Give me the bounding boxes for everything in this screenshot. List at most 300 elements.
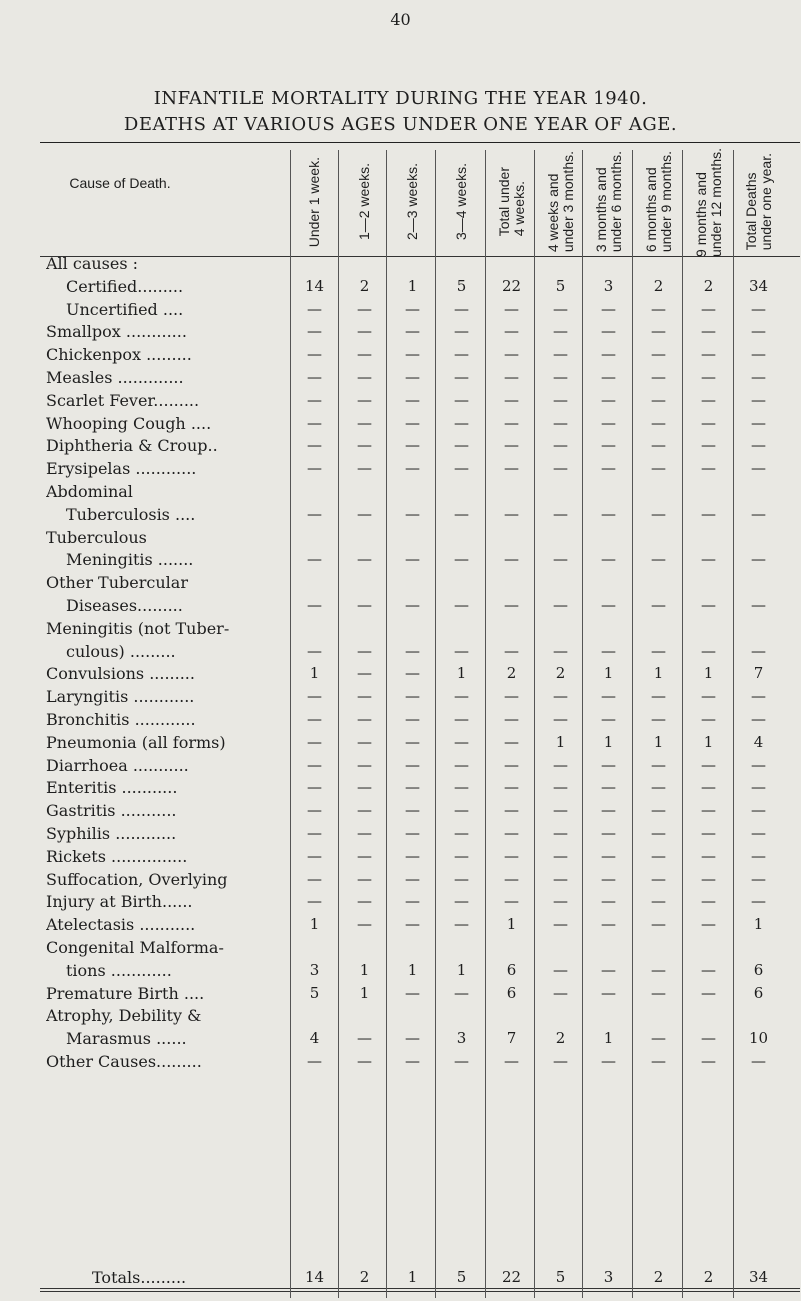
cause-label: Atrophy, Debility & [46, 1006, 202, 1026]
table-cell: — [307, 710, 322, 728]
table-cell: — [701, 869, 716, 888]
cause-label: Pneumonia (all forms) [46, 732, 226, 752]
cause-label: Other Causes......... [46, 1052, 202, 1071]
column-header [292, 150, 337, 254]
table-cell: 1 [359, 960, 370, 979]
table-cell: — [307, 322, 322, 341]
cause-label: Erysipelas ............ [46, 459, 197, 479]
table-cell: — [553, 368, 568, 386]
table-cell: — [405, 801, 420, 820]
page-number: 40 [390, 10, 411, 29]
table-cell: 7 [753, 664, 764, 683]
table-cell: — [701, 390, 716, 409]
table-cell: — [751, 710, 766, 728]
table-cell: 1 [653, 664, 664, 683]
table-cell: — [504, 846, 519, 865]
table-cell: — [751, 322, 766, 341]
table-cell: — [651, 550, 666, 569]
table-cell: — [504, 390, 519, 409]
totals-cell: 5 [456, 1268, 467, 1286]
table-cell: — [751, 846, 766, 865]
table-cell: 1 [603, 664, 614, 683]
table-cell: — [651, 413, 666, 432]
table-cell: — [553, 915, 568, 934]
table-cell: 1 [506, 915, 517, 934]
table-cell: 2 [506, 664, 517, 683]
table-cell: — [504, 892, 519, 911]
totals-cell: 5 [555, 1268, 566, 1286]
cause-label: Syphilis ............ [46, 824, 177, 843]
cause-label: Measles ............. [46, 368, 184, 387]
table-cell: — [601, 413, 616, 432]
table-cell: — [307, 892, 322, 911]
table-cell: — [405, 596, 420, 614]
table-cell: — [307, 504, 322, 523]
table-cell: — [751, 550, 766, 569]
cause-label: Marasmus ...... [66, 1029, 187, 1049]
cause-label: culous) ......... [66, 641, 176, 661]
table-cell: — [701, 1052, 716, 1070]
table-cell: — [454, 915, 469, 934]
table-cell: — [601, 687, 616, 706]
table-cell: — [405, 459, 420, 478]
table-cell: — [357, 596, 372, 614]
cause-label: Smallpox ............ [46, 322, 187, 342]
table-cell: — [553, 983, 568, 1002]
table-cell: — [454, 892, 469, 911]
table-cell: — [405, 983, 420, 1002]
table-cell: — [701, 960, 716, 979]
table-cell: — [651, 504, 666, 523]
table-cell: — [601, 915, 616, 934]
table-cell: — [751, 368, 766, 386]
totals-cell: 2 [653, 1268, 664, 1286]
table-cell: 10 [748, 1029, 769, 1048]
top-rule [40, 142, 800, 143]
table-cell: 5 [555, 276, 566, 295]
column-header [636, 150, 681, 254]
cause-label: Diseases......... [66, 596, 183, 615]
table-cell: — [701, 824, 716, 842]
table-cell: — [651, 641, 666, 660]
cause-label: tions ............ [66, 960, 172, 980]
table-cell: — [357, 322, 372, 341]
table-cell: — [553, 801, 568, 820]
cause-label: Tuberculous [46, 527, 147, 547]
table-cell: 1 [309, 664, 320, 683]
cause-label: Tuberculosis .... [66, 504, 196, 524]
table-cell: — [454, 436, 469, 455]
table-cell: — [601, 368, 616, 386]
table-cell: — [405, 732, 420, 751]
table-cell: — [651, 983, 666, 1002]
table-cell: 1 [407, 960, 418, 979]
table-cell: — [454, 390, 469, 409]
table-cell: 5 [456, 276, 467, 295]
table-cell: 2 [703, 276, 714, 295]
table-cell: — [751, 459, 766, 478]
column-header-text: Total under 4 weeks. [495, 167, 527, 237]
table-cell: — [751, 824, 766, 842]
table-cell: — [504, 801, 519, 820]
table-cell: — [454, 755, 469, 774]
table-cell: 1 [603, 1029, 614, 1048]
table-cell: — [405, 504, 420, 523]
table-cell: — [553, 413, 568, 432]
table-cell: — [357, 778, 372, 797]
table-cell: — [405, 778, 420, 797]
column-header [342, 150, 387, 254]
table-cell: 1 [456, 960, 467, 979]
table-cell: — [651, 1029, 666, 1048]
cause-label: Rickets ............... [46, 846, 188, 866]
table-cell: — [504, 641, 519, 660]
table-cell: — [307, 732, 322, 751]
table-cell: — [405, 1052, 420, 1070]
table-cell: — [405, 641, 420, 660]
table-cell: — [307, 345, 322, 364]
table-cell: — [504, 824, 519, 842]
table-cell: — [701, 436, 716, 455]
table-cell: — [651, 801, 666, 820]
table-cell: — [454, 345, 469, 364]
table-cell: — [651, 345, 666, 364]
table-cell: — [553, 299, 568, 318]
table-cell: — [701, 550, 716, 569]
table-cell: — [357, 892, 372, 911]
column-header-text: 2—3 weeks. [404, 163, 420, 241]
table-cell: — [601, 869, 616, 888]
cause-label: Scarlet Fever......... [46, 390, 200, 410]
table-cell: — [701, 345, 716, 364]
totals-cell: 2 [703, 1268, 714, 1286]
table-cell: 1 [555, 732, 566, 751]
table-cell: — [405, 299, 420, 318]
table-cell: 1 [653, 732, 664, 751]
table-cell: — [751, 390, 766, 409]
table-cell: — [701, 1029, 716, 1048]
table-cell: — [454, 732, 469, 751]
table-cell: — [553, 459, 568, 478]
table-cell: — [701, 641, 716, 660]
cause-label: Whooping Cough .... [46, 413, 212, 433]
cause-label: Premature Birth .... [46, 983, 205, 1003]
table-cell: — [454, 869, 469, 888]
table-cell: — [454, 983, 469, 1002]
cause-label: Diphtheria & Croup.. [46, 436, 218, 456]
table-cell: — [357, 801, 372, 820]
table-cell: — [307, 869, 322, 888]
table-cell: — [405, 710, 420, 728]
table-cell: — [504, 459, 519, 478]
table-cell: — [307, 459, 322, 478]
table-cell: — [357, 732, 372, 751]
cause-label: Atelectasis ........... [46, 915, 196, 935]
table-cell: — [651, 1052, 666, 1070]
table-cell: 2 [359, 276, 370, 295]
table-cell: — [553, 436, 568, 455]
table-cell: — [553, 824, 568, 842]
table-cell: — [357, 846, 372, 865]
table-cell: 3 [309, 960, 320, 979]
table-cell: — [651, 869, 666, 888]
table-cell: 4 [753, 732, 764, 751]
table-cell: — [405, 755, 420, 774]
table-cell: — [751, 755, 766, 774]
table-cell: — [701, 687, 716, 706]
table-cell: — [357, 755, 372, 774]
table-cell: 6 [506, 960, 517, 979]
table-cell: — [504, 687, 519, 706]
column-header [538, 150, 583, 254]
cause-label: Meningitis ....... [66, 550, 194, 570]
table-cell: — [405, 390, 420, 409]
table-cell: — [553, 687, 568, 706]
column-header-text: 6 months and under 9 months. [642, 151, 674, 253]
table-cell: — [504, 299, 519, 318]
table-cell: — [701, 459, 716, 478]
table-cell: 1 [753, 915, 764, 934]
table-cell: — [601, 892, 616, 911]
table-cell: 22 [501, 276, 522, 295]
column-header-text: 1—2 weeks. [356, 163, 372, 241]
table-cell: — [651, 390, 666, 409]
table-cell: — [601, 459, 616, 478]
table-cell: — [504, 1052, 519, 1070]
table-cell: — [357, 459, 372, 478]
table-cell: — [454, 299, 469, 318]
table-cell: — [504, 550, 519, 569]
table-cell: — [701, 801, 716, 820]
table-cell: — [504, 368, 519, 386]
table-cell: — [601, 846, 616, 865]
table-cell: 2 [555, 664, 566, 683]
table-cell: 1 [359, 983, 370, 1002]
table-cell: — [651, 778, 666, 797]
table-cell: — [504, 413, 519, 432]
table-cell: 6 [753, 960, 764, 979]
table-cell: — [307, 596, 322, 614]
cause-label: Convulsions ......... [46, 664, 195, 684]
table-cell: 1 [703, 664, 714, 683]
table-cell: — [701, 413, 716, 432]
table-cell: — [357, 710, 372, 728]
table-cell: — [504, 345, 519, 364]
table-cell: — [504, 596, 519, 614]
table-cell: — [553, 322, 568, 341]
table-cell: — [357, 664, 372, 683]
table-cell: — [357, 390, 372, 409]
table-cell: — [504, 778, 519, 797]
table-cell: — [601, 824, 616, 842]
table-cell: — [601, 710, 616, 728]
table-cell: — [307, 1052, 322, 1070]
table-cell: — [454, 550, 469, 569]
table-cell: — [553, 550, 568, 569]
table-cell: — [454, 596, 469, 614]
table-cell: — [651, 824, 666, 842]
table-cell: — [307, 413, 322, 432]
table-cell: 1 [456, 664, 467, 683]
table-cell: — [701, 983, 716, 1002]
table-cell: — [307, 390, 322, 409]
table-cell: — [307, 550, 322, 569]
table-cell: — [701, 368, 716, 386]
table-cell: — [405, 687, 420, 706]
table-cell: — [357, 504, 372, 523]
column-header-text: 3—4 weeks. [453, 163, 469, 241]
column-header [686, 147, 731, 257]
table-cell: — [751, 504, 766, 523]
table-cell: — [601, 641, 616, 660]
totals-cell: 1 [407, 1268, 418, 1286]
cause-of-death-header: Cause of Death. [69, 175, 171, 191]
table-cell: — [651, 915, 666, 934]
column-header-text: Total Deaths under one year. [742, 153, 774, 251]
table-cell: — [454, 801, 469, 820]
cause-label: Other Tubercular [46, 573, 188, 593]
column-header [736, 150, 781, 254]
cause-label: Gastritis ........... [46, 801, 177, 821]
table-cell: — [357, 368, 372, 386]
table-cell: — [651, 299, 666, 318]
table-cell: — [601, 345, 616, 364]
table-cell: — [504, 710, 519, 728]
table-cell: — [751, 413, 766, 432]
table-cell: — [454, 846, 469, 865]
table-cell: — [701, 504, 716, 523]
table-cell: — [405, 550, 420, 569]
table-cell: — [307, 368, 322, 386]
table-cell: — [601, 1052, 616, 1070]
table-cell: — [405, 1029, 420, 1048]
table-cell: — [357, 641, 372, 660]
table-cell: — [751, 345, 766, 364]
cause-label: Abdominal [46, 482, 133, 501]
title-line-1: INFANTILE MORTALITY DURING THE YEAR 1940. [153, 88, 648, 109]
table-cell: — [454, 459, 469, 478]
table-cell: — [454, 368, 469, 386]
table-cell: — [307, 824, 322, 842]
table-cell: — [504, 322, 519, 341]
table-cell: — [751, 1052, 766, 1070]
table-cell: — [405, 322, 420, 341]
totals-cell: 14 [304, 1268, 325, 1286]
totals-label: Totals......... [92, 1268, 187, 1287]
table-cell: — [357, 550, 372, 569]
table-cell: — [504, 755, 519, 774]
cause-label: Uncertified .... [66, 299, 184, 319]
table-cell: — [405, 892, 420, 911]
table-cell: — [357, 1029, 372, 1048]
table-cell: — [553, 778, 568, 797]
column-header-text: 4 weeks and under 3 months. [544, 151, 576, 253]
table-cell: — [405, 664, 420, 683]
table-cell: — [651, 755, 666, 774]
cause-label: Diarrhoea ........... [46, 755, 189, 775]
cause-label: Congenital Malforma- [46, 938, 224, 957]
totals-cell: 22 [501, 1268, 522, 1286]
table-cell: — [307, 755, 322, 774]
table-cell: — [553, 596, 568, 614]
table-cell: 2 [555, 1029, 566, 1048]
column-header [489, 150, 534, 254]
table-cell: — [307, 778, 322, 797]
table-cell: — [553, 960, 568, 979]
table-cell: — [504, 504, 519, 523]
table-cell: — [751, 892, 766, 911]
table-cell: — [307, 846, 322, 865]
cause-label: All causes : [46, 254, 139, 273]
column-header [439, 150, 484, 254]
table-cell: — [405, 846, 420, 865]
table-cell: — [601, 504, 616, 523]
table-cell: 1 [703, 732, 714, 751]
table-cell: — [504, 436, 519, 455]
table-cell: — [405, 345, 420, 364]
title-line-2: DEATHS AT VARIOUS AGES UNDER ONE YEAR OF AGE. [123, 114, 678, 135]
table-cell: — [601, 550, 616, 569]
table-cell: — [553, 755, 568, 774]
table-cell: — [307, 641, 322, 660]
table-cell: — [601, 390, 616, 409]
table-cell: — [601, 801, 616, 820]
table-cell: — [357, 345, 372, 364]
table-cell: — [405, 368, 420, 386]
table-cell: 4 [309, 1029, 320, 1048]
table-cell: — [651, 960, 666, 979]
table-cell: — [357, 687, 372, 706]
table-cell: 5 [309, 983, 320, 1002]
table-cell: — [751, 641, 766, 660]
table-cell: — [553, 504, 568, 523]
table-cell: — [405, 824, 420, 842]
table-cell: — [553, 641, 568, 660]
table-cell: 3 [456, 1029, 467, 1048]
table-cell: — [553, 390, 568, 409]
table-cell: — [553, 345, 568, 364]
table-cell: 1 [407, 276, 418, 295]
table-cell: — [601, 755, 616, 774]
totals-cell: 34 [748, 1268, 769, 1286]
table-cell: — [307, 436, 322, 455]
table-cell: — [357, 299, 372, 318]
table-cell: — [651, 687, 666, 706]
table-cell: 1 [603, 732, 614, 751]
column-header-text: 3 months and under 6 months. [592, 151, 624, 253]
table-cell: 3 [603, 276, 614, 295]
table-cell: — [357, 413, 372, 432]
table-cell: 6 [506, 983, 517, 1002]
table-cell: — [357, 436, 372, 455]
table-cell: — [454, 687, 469, 706]
totals-cell: 3 [603, 1268, 614, 1286]
table-cell: — [651, 322, 666, 341]
table-cell: — [751, 869, 766, 888]
table-cell: — [405, 869, 420, 888]
table-cell: — [454, 824, 469, 842]
table-cell: — [701, 846, 716, 865]
table-cell: — [701, 778, 716, 797]
table-cell: — [357, 824, 372, 842]
table-cell: — [701, 299, 716, 318]
cause-label: Enteritis ........... [46, 778, 178, 798]
table-cell: — [651, 368, 666, 386]
table-cell: — [405, 436, 420, 455]
table-cell: — [553, 846, 568, 865]
table-cell: — [701, 892, 716, 911]
totals-rule-2 [40, 1291, 800, 1292]
